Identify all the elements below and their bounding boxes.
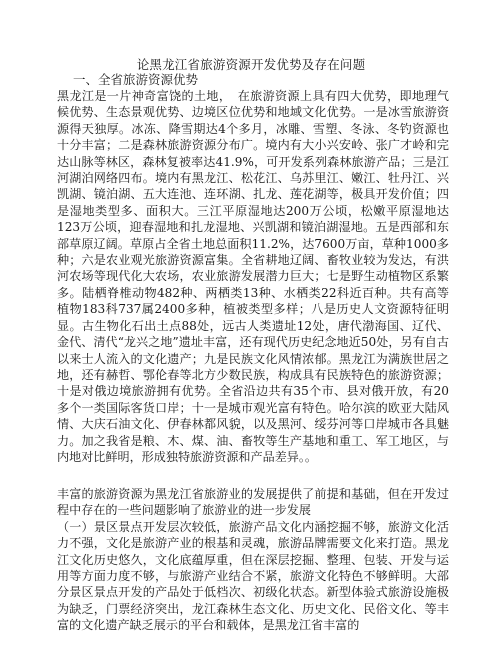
paragraph: （一）景区景点开发层次较低，旅游产品文化内涵挖掘不够，旅游文化活力不强，文化是旅游产业的根基和灵魂，旅游品牌需要文化来打造。黑龙江文化历史悠久，文化底蕴厚重，但在深层挖掘、整理、包装、开发与运用等方面力度不够，与旅游产业结合不紧，旅游文化特色不够鲜明。大部分景区景点开发的产品处于低档次、初级化状态。新型体验式旅游设施极为缺乏，门票经济突出，龙江森林生态文化、历史文化、民俗文化、等丰富的文化遗产缺乏展示的平台和载体，是黑龙江省丰富的 [57,519,449,633]
section-body [57,88,449,465]
paragraph: 丰富的旅游资源为黑龙江省旅游业的发展提供了前提和基础，但在开发过程中存在的一些问题影响了旅游业的进一步发展 [57,487,449,518]
document-title: 论黑龙江省旅游资源开发优势及存在问题 [136,57,366,72]
section-heading: 一、全省旅游资源优势 [73,72,199,87]
section-body [57,486,449,634]
paragraph: 黑龙江是一片神奇富饶的土地， 在旅游资源上具有四大优势，即地理气候优势、生态景观优势、边境区位优势和地域文化优势。一是冰雪旅游资源得天独厚。冰冻、降雪期达4个多月，冰雕、雪塑、冬泳、冬钓资源也十分丰富；二是森林旅游资源分布广。境内有大小兴安岭、张广才岭和完达山脉等林区，森林复被率达41.9%，可开发系列森林旅游产品；三是江河湖泊网络四布。境内有黑龙江、松花江、乌苏里江、嫩江、牡丹江、兴凯湖、镜泊湖、五大连池、连环湖、扎龙、莲花湖等，极具开发价值；四是湿地类型多、面积大。三江平原湿地达200万公顷，松嫩平原湿地达123万公顷，迎春湿地和扎龙湿地、兴凯湖和镜泊湖湿地。五是西部和东部草原辽阔。草原占全省土地总面积11.2%，达7600万亩，草种1000多种；六是农业观光旅游资源富集。全省耕地辽阔、畜牧业较为发达，有洪河农场等现代化大农场，农业旅游发展潜力巨大；七是野生动植物区系繁多。陆栖脊椎动物482种、两栖类13种、水栖类22科近百种。共有高等植物183科737属2400多种，植被类型多样；八是历史人文资源特征明显。古生物化石出土点88处，远古人类遗址12处，唐代渤海国、辽代、金代、清代“龙兴之地”遗址丰富，还有现代历史纪念地近50处，另有自古以来士人流入的文化遗产；九是民族文化风情浓郁。黑龙江为满族世居之地，还有赫哲、鄂伦春等北方少数民族，构成具有民族特色的旅游资源；十是对俄边境旅游拥有优势。全省沿边共有35个市、县对俄开放，有20多个一类国际客货口岸；十一是城市观光富有特色。哈尔滨的欧亚大陆风情、大庆石油文化、伊春林都风貌，以及黑河、绥芬河等口岸城市各具魅力。加之我省是粮、木、煤、油、畜牧等生产基地和重工、军工地区，与内地对比鲜明，形成独特旅游资源和产品差异。。 [57,89,449,464]
